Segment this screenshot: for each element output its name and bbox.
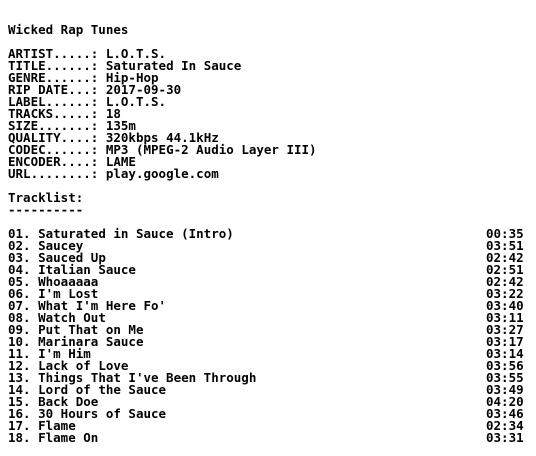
- track-title: Put That on Me: [38, 322, 144, 337]
- track-duration: 03:56: [486, 358, 524, 373]
- track-duration: 02:51: [486, 262, 524, 277]
- track-number: 08.: [8, 310, 31, 325]
- info-value: 2017-09-30: [105, 82, 182, 97]
- info-separator: :: [90, 142, 106, 157]
- track-title: I'm Lost: [38, 286, 99, 301]
- info-value: 18: [105, 106, 121, 121]
- track-duration: 03:27: [486, 322, 524, 337]
- info-value: Saturated In Sauce: [105, 58, 242, 73]
- info-value: MP3 (MPEG-2 Audio Layer III): [105, 142, 317, 157]
- info-separator: :: [90, 154, 106, 169]
- track-number: 05.: [8, 274, 31, 289]
- info-value: 135m: [105, 118, 136, 133]
- track-number: 16.: [8, 406, 31, 421]
- info-key: ARTIST.....: [8, 46, 91, 61]
- track-number: 03.: [8, 250, 31, 265]
- track-duration: 03:46: [486, 406, 524, 421]
- info-value: L.O.T.S.: [105, 94, 167, 109]
- info-separator: :: [90, 166, 106, 181]
- info-key: URL........: [8, 166, 91, 181]
- track-duration: 03:14: [486, 346, 524, 361]
- tracklist-underline: ----------: [8, 202, 84, 217]
- track-title: Flame: [38, 418, 76, 433]
- info-key: QUALITY....: [8, 130, 91, 145]
- info-key: LABEL......: [8, 94, 91, 109]
- track-title: Sauced Up: [38, 250, 106, 265]
- track-number: 15.: [8, 394, 31, 409]
- track-number: 14.: [8, 382, 31, 397]
- track-title: Lord of the Sauce: [38, 382, 167, 397]
- track-duration: 02:42: [486, 250, 524, 265]
- track-title: Marinara Sauce: [38, 334, 144, 349]
- track-title: Watch Out: [38, 310, 106, 325]
- info-value: L.O.T.S.: [105, 46, 167, 61]
- track-title: Whoaaaaa: [38, 274, 99, 289]
- info-key: TITLE......: [8, 58, 91, 73]
- info-value: 320kbps 44.1kHz: [105, 130, 219, 145]
- track-number: 02.: [8, 238, 31, 253]
- info-separator: :: [90, 82, 106, 97]
- track-duration: 03:22: [486, 286, 524, 301]
- track-title: What I'm Here Fo': [38, 298, 167, 313]
- track-duration: 03:51: [486, 238, 524, 253]
- track-title: Italian Sauce: [38, 262, 136, 277]
- track-title: Saturated in Sauce (Intro): [38, 226, 234, 241]
- track-duration: 03:17: [486, 334, 524, 349]
- track-number: 10.: [8, 334, 31, 349]
- info-key: GENRE......: [8, 70, 91, 85]
- info-value: play.google.com: [105, 166, 219, 181]
- track-label: [8, 432, 98, 444]
- info-separator: :: [90, 94, 106, 109]
- track-title: Lack of Love: [38, 358, 129, 373]
- info-key: CODEC......: [8, 142, 91, 157]
- info-separator: :: [90, 118, 106, 133]
- info-value: LAME: [105, 154, 136, 169]
- track-title: Back Doe: [38, 394, 99, 409]
- track-number: 04.: [8, 262, 31, 277]
- track-number: 11.: [8, 346, 31, 361]
- info-key: RIP DATE...: [8, 82, 91, 97]
- info-separator: :: [90, 46, 106, 61]
- info-separator: :: [90, 58, 106, 73]
- track-duration: 04:20: [486, 394, 524, 409]
- track-number: 12.: [8, 358, 31, 373]
- track-duration: 02:34: [486, 418, 524, 433]
- tracklist-heading: Tracklist:: [8, 190, 84, 205]
- track-duration: 02:42: [486, 274, 524, 289]
- info-key: TRACKS.....: [8, 106, 91, 121]
- track-title: Flame On: [38, 430, 99, 445]
- track-title: Things That I've Been Through: [38, 370, 257, 385]
- info-key: SIZE.......: [8, 118, 91, 133]
- track-number: 09.: [8, 322, 31, 337]
- track-duration: 03:55: [486, 370, 524, 385]
- track-number: 07.: [8, 298, 31, 313]
- track-duration: 03:40: [486, 298, 524, 313]
- track-title: Saucey: [38, 238, 84, 253]
- track-title: I'm Him: [38, 346, 91, 361]
- track-duration: 00:35: [486, 226, 524, 241]
- info-separator: :: [90, 106, 106, 121]
- track-number: 18.: [8, 430, 31, 445]
- track-duration: 03:49: [486, 382, 524, 397]
- track-number: 17.: [8, 418, 31, 433]
- track-duration: 03:11: [486, 310, 524, 325]
- track-duration: 03:31: [486, 430, 524, 445]
- info-row: [8, 168, 219, 180]
- info-separator: :: [90, 70, 106, 85]
- track-title: 30 Hours of Sauce: [38, 406, 167, 421]
- track-number: 01.: [8, 226, 31, 241]
- info-value: Hip-Hop: [105, 70, 159, 85]
- page-title: Wicked Rap Tunes: [8, 22, 129, 37]
- track-number: 06.: [8, 286, 31, 301]
- info-separator: :: [90, 130, 106, 145]
- track-number: 13.: [8, 370, 31, 385]
- info-key: ENCODER....: [8, 154, 91, 169]
